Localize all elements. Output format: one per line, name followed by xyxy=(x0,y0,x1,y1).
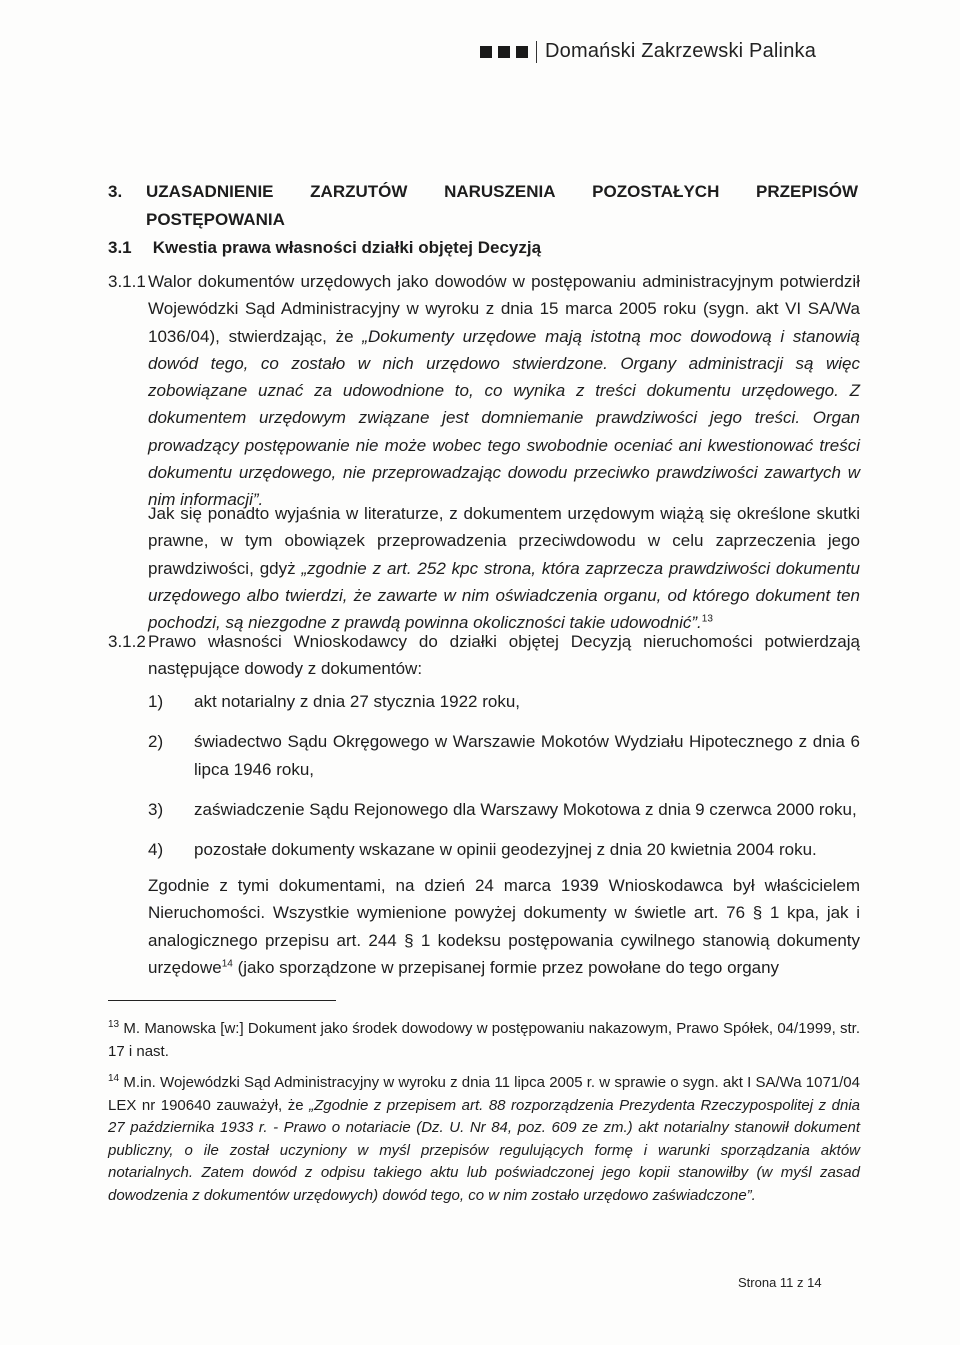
footnote-number: 13 xyxy=(108,1019,120,1030)
footnote-text: M.in. Wojewódzki Sąd Administracyjny w wyroku z dnia 11 lipca 2005 r. w sprawie o sygn. akt I SA/Wa 1071/04 LEX nr 190640 zauważył, że xyxy=(108,1074,860,1114)
footnote-ref: 13 xyxy=(701,613,713,625)
paragraph-conclusion xyxy=(148,872,860,981)
section-title-word: PRZEPISÓW xyxy=(755,182,858,201)
footnote-separator xyxy=(108,1000,336,1001)
footnote-number: 14 xyxy=(108,1073,120,1084)
footnote-text: M. Manowska [w:] Dokument jako środek dowodowy w postępowaniu nakazowym, Prawo Spółek, 04/1999, str. 17 i nast. xyxy=(108,1020,860,1060)
section-title-word: POZOSTAŁYCH xyxy=(592,182,720,201)
section-title-line1 xyxy=(146,178,858,206)
list-item-text: świadectwo Sądu Okręgowego w Warszawie Mokotów Wydziału Hipotecznego z dnia 6 lipca 1946 roku, xyxy=(194,732,860,779)
list-item-number: 4) xyxy=(148,840,164,860)
section-title-word: ZARZUTÓW xyxy=(310,182,408,201)
list-item-text: pozostałe dokumenty wskazane w opinii geodezyjnej z dnia 20 kwietnia 2004 roku. xyxy=(194,840,817,860)
paragraph-text: Zgodnie z tymi dokumentami, na dzień 24 marca 1939 Wnioskodawca był właścicielem Nieruchomości. Wszystkie wymienione powyżej dokumenty w świetle art. 76 § 1 kpa, jak i analogicznego przepisu art. 244 § 1 kodeksu postępowania cywilnego stanowią dokumenty urzędowe xyxy=(148,876,860,977)
list-item-number: 2) xyxy=(148,732,164,752)
list-item-text: akt notarialny z dnia 27 stycznia 1922 roku, xyxy=(194,692,521,711)
section-title-word: NARUSZENIA xyxy=(444,182,556,201)
list-item-text: zaświadczenie Sądu Rejonowego dla Warszawy Mokotowa z dnia 9 czerwca 2000 roku, xyxy=(194,799,857,819)
list-item-number: 1) xyxy=(148,692,164,711)
paragraph-text: Prawo własności Wnioskodawcy do działki objętej Decyzją nieruchomości potwierdzają następujące dowody z dokumentów: xyxy=(148,632,860,679)
literature-quote: „zgodnie z art. 252 kpc strona, która zaprzecza prawdziwości dokumentu urzędowego albo twierdzi, że zawarte w nim oświadczenia organu, od którego dokument ten pochodzi, są niezgodne z prawdą powinna okoliczności takie udowodnić”. xyxy=(148,558,860,633)
footnote-13 xyxy=(108,1018,860,1063)
paragraph-text: Walor dokumentów urzędowych jako dowodów w postępowaniu administracyjnym potwierdził Wojewódzki Sąd Administracyjny w wyroku z dnia 15 marca 2005 roku (sygn. akt VI SA/Wa 1036/04), stwierdzając, że xyxy=(148,272,860,346)
court-quote: „Dokumenty urzędowe mają istotną moc dowodową i stanowią dowód tego, co zostało w nich urzędowo stwierdzone. Organy administracji są więc zobowiązane uznać za udowodnione to, co wynika z treści dokumentu urzędowego. Z dokumentem urzędowym związane jest domniemanie prawdziwości jego treści. Organ prowadzący postępowanie nie może wobec tego swobodnie oceniać ani kwestionować treści dokumentu urzędowego, nie przeprowadzając dowodu przeciwko prawdziwości zawartych w nim informacji”. xyxy=(148,326,860,510)
logo-square-icon xyxy=(480,46,492,58)
subsection-title: Kwestia prawa własności działki objętej Decyzją xyxy=(152,238,542,257)
logo-divider xyxy=(536,41,537,63)
list-item xyxy=(148,688,860,715)
section-title-line2: POSTĘPOWANIA xyxy=(146,210,285,229)
letterhead xyxy=(480,40,880,63)
paragraph-number: 3.1.1 xyxy=(108,272,146,291)
footnote-quote: „Zgodnie z przepisem art. 88 rozporządzenia Prezydenta Rzeczypospolitej z dnia 27 października 1933 r. - Prawo o notariacie (Dz. U. Nr 84, poz. 609 ze zm.) akt notarialny stanowił dokument publiczny, o ile został uczyniony w myśl przepisów regulujących formę i warunki sporządzania aktów notarialnych. Zatem dowód z odpisu takiego aktu lub poświadczonej jego kopii stanowiłby (w myśl zasad dowodzenia z dokumentów urzędowych) dowód tego, co w nim zostało urzędowo zaświadczone”. xyxy=(108,1096,861,1204)
paragraph-literature xyxy=(148,500,860,636)
footnote-14 xyxy=(108,1072,860,1207)
logo-square-icon xyxy=(498,46,510,58)
list-item xyxy=(148,796,860,823)
list-item-number: 3) xyxy=(148,799,164,819)
subsection-number: 3.1 xyxy=(108,238,132,257)
page-number: Strona 11 z 14 xyxy=(738,1275,822,1290)
paragraph-number: 3.1.2 xyxy=(108,632,146,651)
evidence-list xyxy=(148,688,860,876)
section-number: 3. xyxy=(108,182,123,201)
section-title-word: UZASADNIENIE xyxy=(146,182,274,201)
subsection-heading xyxy=(108,238,541,258)
logo-square-icon xyxy=(516,46,528,58)
footnote-ref: 14 xyxy=(221,958,233,970)
list-item xyxy=(148,728,860,783)
list-item xyxy=(148,836,860,863)
firm-name: Domański Zakrzewski Palinka xyxy=(545,40,817,62)
paragraph-text: Jak się ponadto wyjaśnia w literaturze, z dokumentem urzędowym wiążą się określone skutki prawne, w tym obowiązek przeprowadzenia przeciwdowodu w celu zaprzeczenia jego prawdziwości, gdyż xyxy=(148,504,860,578)
paragraph-text-tail: (jako sporządzone w przepisanej formie przez powołane do tego organy xyxy=(237,957,780,977)
